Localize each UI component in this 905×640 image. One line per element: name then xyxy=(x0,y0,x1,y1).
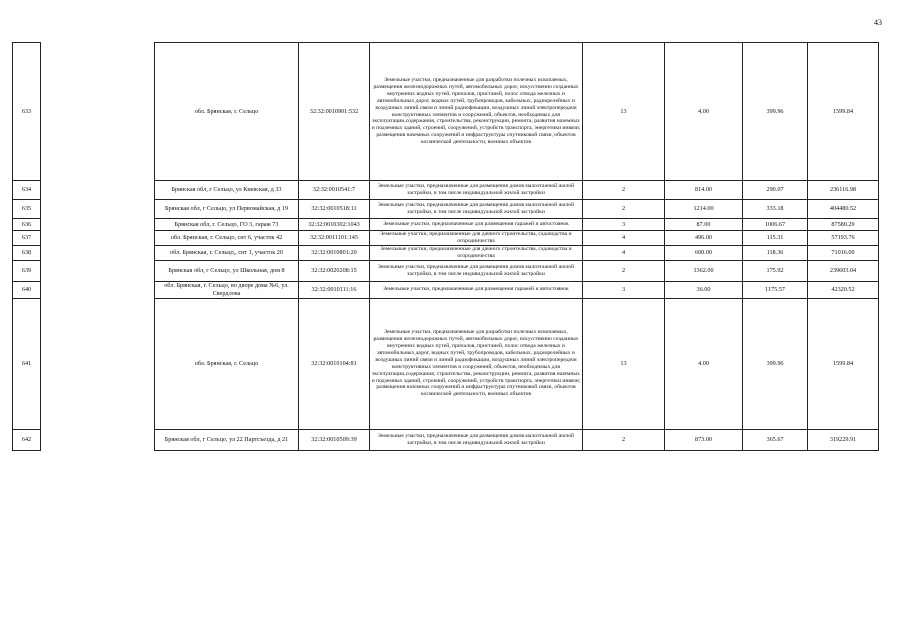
table-row xyxy=(13,181,879,200)
land-use-description-cell: Земельные участки, предназначенные для размещения гаражей и автостоянок xyxy=(370,219,583,231)
area-cell: 873.00 xyxy=(665,429,743,450)
group-number-cell: 2 xyxy=(583,429,665,450)
cadastral-price-cell: 399.96 xyxy=(743,43,808,181)
cadastral-value-cell: 1599.84 xyxy=(808,43,879,181)
group-number-cell: 4 xyxy=(583,245,665,260)
table-row xyxy=(13,231,879,246)
cadastral-number-cell: 32:32:0010104:81 xyxy=(299,298,370,429)
cadastral-value-cell: 239603.04 xyxy=(808,260,879,281)
row-number: 638 xyxy=(13,245,41,260)
table-row xyxy=(13,298,879,429)
row-number: 637 xyxy=(13,231,41,246)
area-cell: 36.00 xyxy=(665,281,743,298)
area-cell: 600.00 xyxy=(665,245,743,260)
gap-cell xyxy=(41,43,155,181)
table-row xyxy=(13,219,879,231)
area-cell: 496.00 xyxy=(665,231,743,246)
gap-cell xyxy=(41,200,155,219)
cadastral-number-cell: 32:32:0010509:39 xyxy=(299,429,370,450)
area-cell: 4.00 xyxy=(665,43,743,181)
cadastral-number-cell: 32:32:0010302:1043 xyxy=(299,219,370,231)
gap-cell xyxy=(41,260,155,281)
group-number-cell: 13 xyxy=(583,298,665,429)
cadastral-price-cell: 1006.67 xyxy=(743,219,808,231)
row-number: 641 xyxy=(13,298,41,429)
address-cell: Брянская обл, г Сельцо, ул 22 Партсъезда, д 21 xyxy=(155,429,299,450)
cadastral-price-cell: 1175.57 xyxy=(743,281,808,298)
cadastral-number-cell: 32:32:0010541:7 xyxy=(299,181,370,200)
cadastral-price-cell: 365.67 xyxy=(743,429,808,450)
gap-cell xyxy=(41,219,155,231)
gap-cell xyxy=(41,181,155,200)
address-cell: обл. Брянская, г. Сельцо xyxy=(155,298,299,429)
group-number-cell: 4 xyxy=(583,231,665,246)
group-number-cell: 13 xyxy=(583,43,665,181)
group-number-cell: 3 xyxy=(583,281,665,298)
cadastral-price-cell: 115.31 xyxy=(743,231,808,246)
land-use-description-cell: Земельные участки, предназначенные для размещения домов малоэтажной жилой застройки, в том числе индивидуальной жилой застройки xyxy=(370,429,583,450)
land-use-description-cell: Земельные участки, предназначенные для дачного строительства, садоводства и огородничества xyxy=(370,231,583,246)
land-use-description-cell: Земельные участки, предназначенные для дачного строительства, садоводства и огородничества xyxy=(370,245,583,260)
group-number-cell: 3 xyxy=(583,219,665,231)
area-cell: 87.00 xyxy=(665,219,743,231)
gap-cell xyxy=(41,281,155,298)
cadastral-value-cell: 57193.76 xyxy=(808,231,879,246)
land-use-description-cell: Земельные участки, предназначенные для разработки полезных ископаемых, размещения железнодорожных путей, автомобильных дорог, искусственно созданных внутренних водных путей, причалов, пристаней, полос отвода железных и автомобильных дорог, водных путей, трубопроводов, кабельных, радиорелейных и воздушных линий связи и линий радиофикации, воздушных линий электропередачи конструктивных элементов и сооружений, объектов, необходимых для эксплуатации,содержания, строительства, реконструкции, ремонта, развития наземных и подземных зданий, строений, сооружений, устройств транспорта, энергетики инвязи; размещения наземных сооружений и инфраструктуры спутниковой связи, объектов космической деятельности, военных объектов xyxy=(370,43,583,181)
land-use-description-cell: Земельные участки, предназначенные для размещения домов малоэтажной жилой застройки, в том числе индивидуальной жилой застройки xyxy=(370,200,583,219)
cadastral-value-cell: 236116.98 xyxy=(808,181,879,200)
gap-cell xyxy=(41,231,155,246)
row-number: 633 xyxy=(13,43,41,181)
row-number: 639 xyxy=(13,260,41,281)
cadastral-value-cell: 71016.00 xyxy=(808,245,879,260)
address-cell: Брянская обл, г Сельцо, ул Первомайская, д 19 xyxy=(155,200,299,219)
cadastral-price-cell: 290.07 xyxy=(743,181,808,200)
land-plots-table xyxy=(12,42,879,451)
row-number: 634 xyxy=(13,181,41,200)
row-number: 635 xyxy=(13,200,41,219)
page-number: 43 xyxy=(874,18,882,27)
row-number: 640 xyxy=(13,281,41,298)
address-cell: обл. Брянская, г. Сельцо xyxy=(155,43,299,181)
cadastral-number-cell: 32:32:0010901:532 xyxy=(299,43,370,181)
cadastral-value-cell: 404480.52 xyxy=(808,200,879,219)
table-row xyxy=(13,281,879,298)
cadastral-price-cell: 333.18 xyxy=(743,200,808,219)
cadastral-number-cell: 32:32:0010801:20 xyxy=(299,245,370,260)
cadastral-price-cell: 118.36 xyxy=(743,245,808,260)
group-number-cell: 2 xyxy=(583,200,665,219)
table-row xyxy=(13,43,879,181)
address-cell: Брянская обл, г Сельцо, ул Школьная, дом 8 xyxy=(155,260,299,281)
cadastral-number-cell: 32:32:0010111:16 xyxy=(299,281,370,298)
gap-cell xyxy=(41,298,155,429)
cadastral-number-cell: 32:32:0010518:11 xyxy=(299,200,370,219)
row-number: 642 xyxy=(13,429,41,450)
area-cell: 1214.00 xyxy=(665,200,743,219)
cadastral-price-cell: 175.92 xyxy=(743,260,808,281)
table-row xyxy=(13,429,879,450)
address-cell: обл. Брянская, г. Сельцо,, снт 1, участок 20 xyxy=(155,245,299,260)
cadastral-value-cell: 42320.52 xyxy=(808,281,879,298)
land-use-description-cell: Земельные участки, предназначенные для размещения домов малоэтажной жилой застройки, в том числе индивидуальной жилой застройки xyxy=(370,181,583,200)
cadastral-price-cell: 399.96 xyxy=(743,298,808,429)
area-cell: 814.00 xyxy=(665,181,743,200)
cadastral-value-cell: 87580.29 xyxy=(808,219,879,231)
address-cell: Брянская обл, г. Сельцо, ГО 3, гараж 73 xyxy=(155,219,299,231)
cadastral-value-cell: 1599.84 xyxy=(808,298,879,429)
cadastral-number-cell: 32:32:0011101:145 xyxy=(299,231,370,246)
land-use-description-cell: Земельные участки, предназначенные для размещения домов малоэтажной жилой застройки, в том числе индивидуальной жилой застройки xyxy=(370,260,583,281)
table-row xyxy=(13,200,879,219)
gap-cell xyxy=(41,429,155,450)
area-cell: 4.00 xyxy=(665,298,743,429)
group-number-cell: 2 xyxy=(583,260,665,281)
cadastral-value-cell: 319229.91 xyxy=(808,429,879,450)
group-number-cell: 2 xyxy=(583,181,665,200)
table-body xyxy=(13,43,879,451)
address-cell: обл. Брянская, г. Сельцо, во дворе дома №6, ул. Свердлова xyxy=(155,281,299,298)
cadastral-number-cell: 32:32:0020208:15 xyxy=(299,260,370,281)
area-cell: 1362.00 xyxy=(665,260,743,281)
land-use-description-cell: Земельные участки, предназначенные для разработки полезных ископаемых, размещения железнодорожных путей, автомобильных дорог, искусственно созданных внутренних водных путей, причалов, пристаней, полос отвода железных и автомобильных дорог, водных путей, трубопроводов, кабельных, радиорелейных и воздушных линий связи и линий радиофикации, воздушных линий электропередачи конструктивных элементов и сооружений, объектов, необходимых для эксплуатации,содержания, строительства, реконструкции, ремонта, развития наземных и подземных зданий, строений, сооружений, устройств транспорта, энергетики инвязи; размещения наземных сооружений и инфраструктуры спутниковой связи, объектов космической деятельности, военных объектов xyxy=(370,298,583,429)
table-row xyxy=(13,260,879,281)
row-number: 636 xyxy=(13,219,41,231)
table-row xyxy=(13,245,879,260)
address-cell: Брянская обл, г Сельцо, ул Киевская, д 33 xyxy=(155,181,299,200)
land-use-description-cell: Земельные участки, предназначенные для размещения гаражей и автостоянок xyxy=(370,281,583,298)
address-cell: обл. Брянская, г. Сельцо, снт 6, участок 42 xyxy=(155,231,299,246)
gap-cell xyxy=(41,245,155,260)
